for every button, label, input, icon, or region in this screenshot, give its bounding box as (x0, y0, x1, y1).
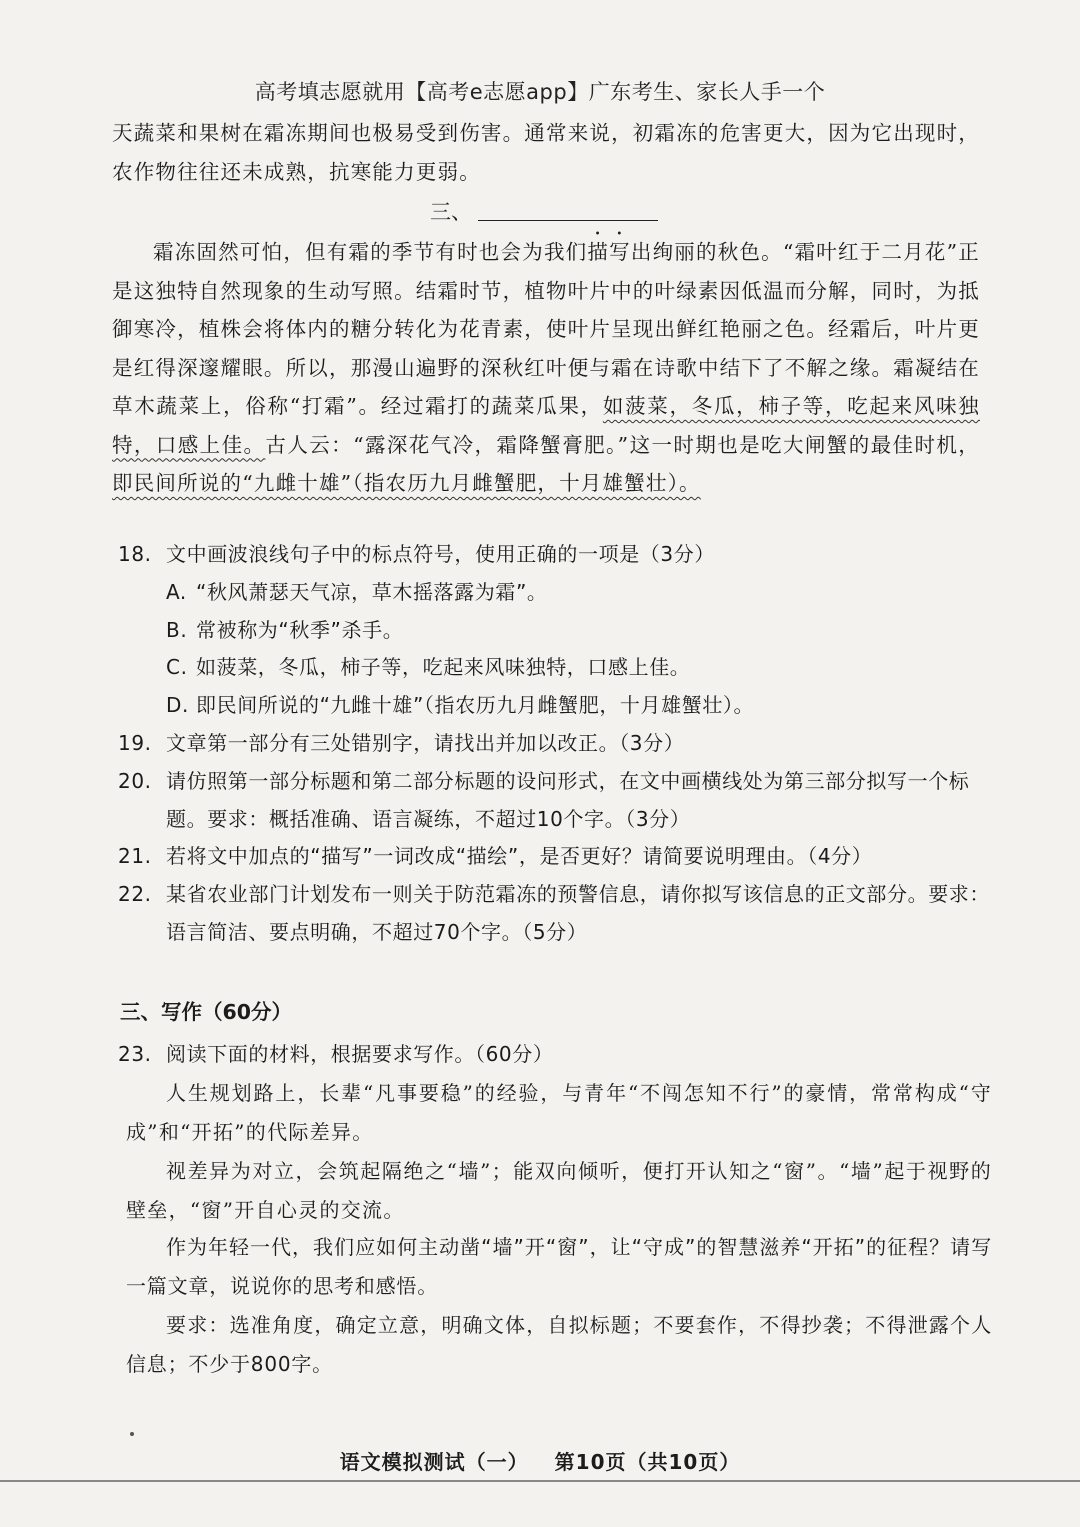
question-number: 21. (118, 844, 152, 869)
wavy-sentence-2: 即民间所说的“九雌十雄”（指农历九月雌蟹肥，十月雄蟹壮）。 (112, 471, 701, 495)
option-d (112, 687, 992, 725)
option-label: D. (166, 693, 189, 718)
page-footer (0, 1446, 1080, 1475)
footer-exam-title: 语文模拟测试（一） (339, 1450, 529, 1474)
option-text: 常被称为“秋季”杀手。 (196, 617, 404, 642)
question-text: 某省农业部门计划发布一则关于防范霜冻的预警信息，请你拟写该信息的正文部分。要求：语言简洁、要点明确，不超过70个字。（5分） (166, 882, 990, 944)
question-text: 请仿照第一部分标题和第二部分标题的设问形式，在文中画横线处为第三部分拟写一个标题。要求：概括准确、语言凝练，不超过10个字。（3分） (166, 768, 970, 831)
option-a (112, 574, 992, 612)
bottom-divider (0, 1480, 1080, 1482)
question-text: 若将文中加点的“描写”一词改成“描绘”，是否更好？请简要说明理由。（4分） (166, 844, 873, 869)
question-text: 文中画波浪线句子中的标点符号，使用正确的一项是（3分） (166, 542, 715, 566)
para2-text-3: 古人云：“露深花气冷，霜降蟹膏肥。”这一时期也是吃大闸蟹的最佳时机， (265, 432, 980, 457)
question-number: 19. (118, 730, 152, 755)
question-23 (112, 1036, 992, 1074)
para2-text-2: 出绚丽的秋色。“霜叶红于二月花”正是这独特自然现象的生动写照。结霜时节，植物叶片中的叶绿素因低温而分解，同时，为抵御寒冷，植株会将体内的糖分转化为花青素，使叶片呈现出鲜红艳丽之色。经霜后，叶片更是红得深邃耀眼。所以，那漫山遍野的深秋红叶便与霜在诗歌中结下了不解之缘。霜凝结在草木蔬菜上，俗称“打霜”。经过霜打的蔬菜瓜果， (112, 240, 981, 418)
question-number: 23. (118, 1042, 152, 1066)
wavy-sentence-1: 如菠菜，冬瓜，柿子等，吃起来风味独特，口感上佳。 (112, 394, 980, 457)
question-list (112, 536, 992, 952)
footer-page-number: 第10页（共10页） (554, 1450, 741, 1474)
question-text: 阅读下面的材料，根据要求写作。（60分） (166, 1042, 554, 1066)
option-text: “秋风萧瑟天气凉，草木摇落露为霜”。 (196, 579, 548, 604)
option-c (112, 649, 992, 687)
question-23-prompt (112, 1036, 992, 1074)
option-text: 即民间所说的“九雌十雄”（指农历九月雌蟹肥，十月雄蟹壮）。 (196, 693, 755, 718)
question-19 (112, 725, 992, 763)
material-paragraph-3: 作为年轻一代，我们应如何主动凿“墙”开“窗”，让“守成”的智慧滋养“开拓”的征程？请写一篇文章，说说你的思考和感悟。 (126, 1235, 992, 1298)
question-number: 18. (118, 542, 152, 566)
paragraph-autumn-colors (112, 229, 980, 503)
title-blank-line (478, 200, 658, 221)
section-three-number: 三、 (430, 200, 472, 224)
question-22 (112, 876, 992, 952)
option-label: C. (166, 655, 188, 680)
section-three-title (430, 196, 658, 226)
writing-requirements: 要求：选准角度，确定立意，明确文体，自拟标题；不要套作，不得抄袭；不得泄露个人信息；不少于800字。 (126, 1313, 992, 1376)
option-label: B. (166, 617, 188, 642)
para2-text-1: 霜冻固然可怕，但有霜的季节有时也会为我们 (153, 240, 588, 264)
material-paragraph-1: 人生规划路上，长辈“凡事要稳”的经验，与青年“不闯怎知不行”的豪情，常常构成“守成”和“开拓”的代际差异。 (126, 1081, 992, 1144)
writing-section-heading: 三、写作（60分） (120, 1000, 293, 1024)
question-number: 22. (118, 882, 152, 907)
material-paragraph-2: 视差异为对立，会筑起隔绝之“墙”；能双向倾听，便打开认知之“窗”。“墙”起于视野的壁垒，“窗”开自心灵的交流。 (126, 1159, 992, 1222)
question-text: 文章第一部分有三处错别字，请找出并加以改正。（3分） (166, 730, 685, 755)
dotted-word: 描写 (587, 240, 631, 264)
question-number: 20. (118, 768, 152, 793)
question-20 (112, 763, 992, 839)
option-label: A. (166, 579, 187, 604)
option-text: 如菠菜，冬瓜，柿子等，吃起来风味独特，口感上佳。 (196, 655, 691, 680)
page-header-banner: 高考填志愿就用【高考e志愿app】广东考生、家长人手一个 (254, 80, 826, 104)
option-b (112, 612, 992, 650)
stray-dot (130, 1432, 134, 1436)
paragraph-frost-damage: 天蔬菜和果树在霜冻期间也极易受到伤害。通常来说，初霜冻的危害更大，因为它出现时，农作物往往还未成熟，抗寒能力更弱。 (112, 121, 980, 184)
question-18 (112, 536, 992, 574)
question-21 (112, 838, 992, 876)
